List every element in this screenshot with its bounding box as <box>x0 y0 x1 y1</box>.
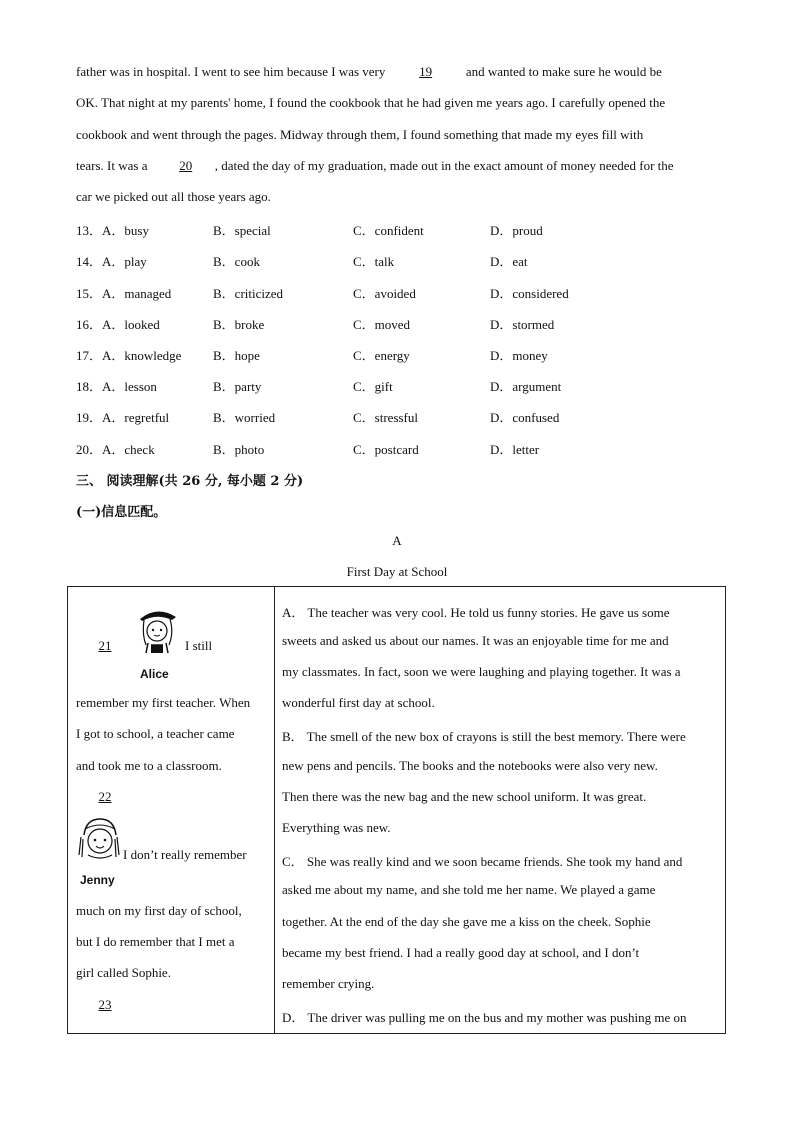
option-d: D．argument <box>490 379 562 394</box>
option-b-text: Then there was the new bag and the new school uniform. It was great. <box>282 789 647 804</box>
option-b-text: B． The smell of the new box of crayons is still the best memory. There were <box>282 729 686 744</box>
blank-23: 23 <box>98 997 112 1012</box>
jenny-text: girl called Sophie. <box>76 965 171 980</box>
passage-text: tears. It was a <box>76 158 148 173</box>
jenny-text: I don’t really remember <box>123 847 247 862</box>
option-d: D．money <box>490 348 548 363</box>
option-a: 18．A．lesson <box>76 379 157 394</box>
passage-line-1 <box>76 64 662 80</box>
alice-text: and took me to a classroom. <box>76 758 222 773</box>
option-a-text: sweets and asked us about our names. It was an enjoyable time for me and <box>282 633 669 648</box>
option-d: D．considered <box>490 286 569 301</box>
option-b-text: Everything was new. <box>282 820 391 835</box>
option-b: B．cook <box>213 254 260 269</box>
option-d-text: D． The driver was pulling me on the bus and my mother was pushing me on <box>282 1010 687 1025</box>
option-d: D．confused <box>490 410 560 425</box>
blank-21: 21 <box>98 638 112 653</box>
option-a: 16．A．looked <box>76 317 160 332</box>
jenny-name: Jenny <box>80 873 115 887</box>
passage-line-3: cookbook and went through the pages. Midway through them, I found something that made my eyes fill with <box>76 127 644 142</box>
alice-avatar-icon <box>132 605 182 655</box>
option-a: 17．A．knowledge <box>76 348 182 363</box>
option-d: D．eat <box>490 254 528 269</box>
passage-line-4 <box>76 158 674 174</box>
jenny-text: much on my first day of school, <box>76 903 242 918</box>
option-c-text: asked me about my name, and she told me her name. We played a game <box>282 882 656 897</box>
option-a: 14．A．play <box>76 254 147 269</box>
option-b: B．hope <box>213 348 260 363</box>
option-b-text: new pens and pencils. The books and the notebooks were also very new. <box>282 758 658 773</box>
alice-name: Alice <box>140 667 169 681</box>
option-c-text: remember crying. <box>282 976 375 991</box>
option-a: 13．A．busy <box>76 223 149 238</box>
blank-19: 19 <box>419 64 433 79</box>
option-c: C．gift <box>353 379 393 394</box>
section-title: 三、 阅读理解(共 26 分, 每小题 2 分) <box>76 474 304 489</box>
option-a-text: wonderful first day at school. <box>282 695 435 710</box>
section-subtitle: (一)信息匹配。 <box>76 505 167 520</box>
option-d: D．proud <box>490 223 543 238</box>
option-b: B．party <box>213 379 262 394</box>
option-c: C．talk <box>353 254 395 269</box>
option-row-18 <box>76 376 736 396</box>
option-c: C．stressful <box>353 410 419 425</box>
jenny-avatar-icon <box>74 815 124 865</box>
passage-line-2: OK. That night at my parents' home, I found the cookbook that he had given me years ago. I carefully opened the <box>76 95 666 110</box>
option-b: B．special <box>213 223 271 238</box>
passage-text: , dated the day of my graduation, made out in the exact amount of money needed for the <box>214 158 674 173</box>
option-c-text: together. At the end of the day she gave me a kiss on the cheek. Sophie <box>282 914 651 929</box>
blank-22: 22 <box>98 789 112 804</box>
option-c: C．energy <box>353 348 410 363</box>
passage-text: father was in hospital. I went to see him because I was very <box>76 64 386 79</box>
option-a-text: my classmates. In fact, soon we were laughing and playing together. It was a <box>282 664 681 679</box>
option-a: 15．A．managed <box>76 286 172 301</box>
option-b: B．photo <box>213 442 265 457</box>
blank-20: 20 <box>179 158 193 173</box>
option-a-text: A． The teacher was very cool. He told us funny stories. He gave us some <box>282 605 670 620</box>
option-row-16 <box>76 314 736 334</box>
options-column <box>275 587 725 1033</box>
people-column <box>68 587 274 1033</box>
passage-line-5: car we picked out all those years ago. <box>76 189 271 204</box>
option-c: C．avoided <box>353 286 416 301</box>
passage-text: and wanted to make sure he would be <box>465 64 662 79</box>
option-row-15 <box>76 283 736 303</box>
option-b: B．broke <box>213 317 265 332</box>
alice-text: I got to school, a teacher came <box>76 726 235 741</box>
option-c: C．confident <box>353 223 424 238</box>
option-c-text: became my best friend. I had a really good day at school, and I don’t <box>282 945 640 960</box>
option-row-20 <box>76 439 736 459</box>
option-row-17 <box>76 345 736 365</box>
option-c-text: C． She was really kind and we soon became friends. She took my hand and <box>282 854 683 869</box>
option-d: D．stormed <box>490 317 555 332</box>
option-b: B．worried <box>213 410 276 425</box>
part-label: A <box>392 533 402 548</box>
option-d: D．letter <box>490 442 540 457</box>
matching-table <box>67 586 726 1034</box>
option-row-19 <box>76 407 736 427</box>
option-b: B．criticized <box>213 286 284 301</box>
jenny-text: but I do remember that I met a <box>76 934 235 949</box>
option-row-13 <box>76 220 736 240</box>
passage-title: First Day at School <box>346 564 448 579</box>
option-a: 19．A．regretful <box>76 410 170 425</box>
alice-text: I still <box>185 638 213 653</box>
option-a: 20．A．check <box>76 442 155 457</box>
option-c: C．moved <box>353 317 411 332</box>
alice-text: remember my first teacher. When <box>76 695 251 710</box>
option-c: C．postcard <box>353 442 419 457</box>
option-row-14 <box>76 251 736 271</box>
